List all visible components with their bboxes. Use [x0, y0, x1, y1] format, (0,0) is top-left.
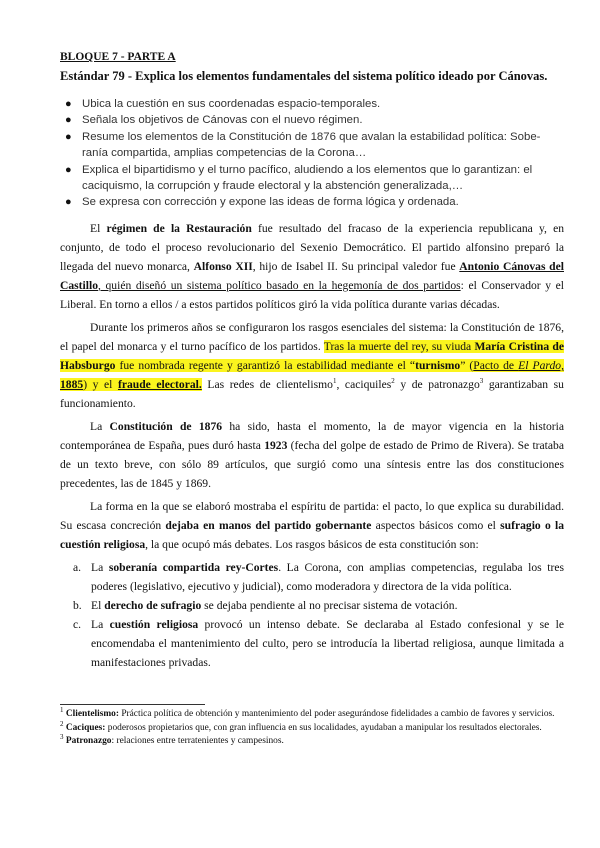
footnote-item: $^3$ Patronazgo: relaciones entre terratenientes y campesinos. [60, 733, 284, 747]
standard-heading: Estándar 79 - Explica los elementos fundamentales del sistema político ideado por Cánovas. [60, 69, 548, 83]
bullet-icon: ● [65, 196, 72, 209]
essay-body [60, 219, 564, 676]
footnote-ref[interactable]: 2 [391, 377, 395, 386]
footnote-item: $^2$ Caciques: poderosos propietarios que, con gran influencia en sus localidades, ayudaban a manipular los resultados electorales. [60, 719, 542, 733]
features-list [60, 558, 564, 672]
bullet-icon: ● [65, 98, 72, 110]
list-item: ● Resume los elementos de la Constitución de 1876 que avalan la estabilidad política: Sobe-ranía compartida, amplias competencias de la Corona… [65, 130, 541, 160]
footnote-ref[interactable]: 1 [332, 377, 337, 386]
list-item: ● Ubica la cuestión en sus coordenadas espacio-temporales. [60, 96, 550, 112]
footnote-ref[interactable]: 3 [479, 377, 484, 386]
criteria-list [60, 96, 550, 211]
paragraph-restauracion: El régimen de la Restauración fue resultado del fracaso de la experiencia republicana y, en conjunto, de todo el proceso revolucionario del Sexenio Democrático. El partido alfonsino preparó la llegada del nuevo monarca, Alfonso XII, hijo de Isabel II. Su principal valedor fue Antonio Cánovas del Castillo, quién diseñó un sistema político basado en la hegemonía de dos partidos: el Conservador y el Liberal. En torno a ellos / a estos partidos políticos giró la vida política durante varias décadas. [60, 222, 565, 311]
bullet-icon: ● [65, 130, 72, 143]
paragraph-primeros-anos: Durante los primeros años se configuraron los rasgos esenciales del sistema: la Constitución de 1876, el papel del monarca y el turno pacífico de los partidos. Tras la muerte del rey, su viuda María Cristina de Habsburgo fue nombrada regente y garantizó la estabilidad mediante el “turnismo” (Pacto de El Pardo, 1885) y el fraude electoral. Las redes de clientelismo$^1$, caciquiles$^2$ y de patronazgo$^3$ garantizaban su funcionamiento. [60, 321, 565, 410]
bullet-icon: ● [65, 114, 72, 127]
paragraph-constitucion: La Constitución de 1876 ha sido, hasta el momento, la de mayor vigencia en la historia contemporánea de España, pues duró hasta 1923 (fecha del golpe de estado de Primo de Rivera). Se trataba de un texto breve, con sólo 89 artículos, que surgió como una síntesis entre las dos constituciones precedentes, las de 1845 y 1869. [60, 420, 564, 490]
list-item: a. La soberanía compartida rey-Cortes. La Corona, con amplias competencias, regulaba los tres poderes (legislativo, ejecutivo y judicial), como moderadora y directora de la vida política. [73, 561, 564, 593]
list-item: ● Explica el bipartidismo y el turno pacífico, aludiendo a los elementos que lo garantizan: el caciquismo, la corrupción y fraude electoral y la abstención generalizada,… [65, 163, 533, 193]
footnote-divider [60, 704, 205, 705]
highlighted-text: Tras la muerte del rey, su viuda María Cristina de Habsburgo fue nombrada regente y garantizó la estabilidad mediante el “turnismo” (Pacto de El Pardo, 1885) y el fraude electoral. [60, 340, 565, 391]
list-item: ● Señala los objetivos de Cánovas con el nuevo régimen. [60, 112, 550, 128]
block-heading: BLOQUE 7 - PARTE A [60, 51, 176, 63]
bullet-icon: ● [65, 163, 72, 176]
paragraph-elaboracion: La forma en la que se elaboró mostraba el espíritu de partida: el pacto, lo que explica su durabilidad. Su escasa concreción dejaba en manos del partido gobernante aspectos básicos como el sufragio o la cuestión religiosa, la que ocupó más debates. Los rasgos básicos de esta constitución son: [60, 500, 564, 551]
list-item: ● Se expresa con corrección y expone las ideas de forma lógica y ordenada. [60, 194, 550, 210]
list-item: b. El derecho de sufragio se dejaba pendiente al no precisar sistema de votación. [73, 599, 458, 612]
footnotes [60, 705, 564, 749]
footnote-item: $^1$ Clientelismo: Práctica política de obtención y mantenimiento del poder asegurándose fidelidades a cambio de favores y servicios. [60, 705, 555, 719]
list-item: c. La cuestión religiosa provocó un intenso debate. Se declaraba al Estado confesional y se le encomendaba el mantenimiento del culto, pero se introducía la libertad religiosa, aunque limitada a manifestaciones privadas. [73, 618, 564, 669]
